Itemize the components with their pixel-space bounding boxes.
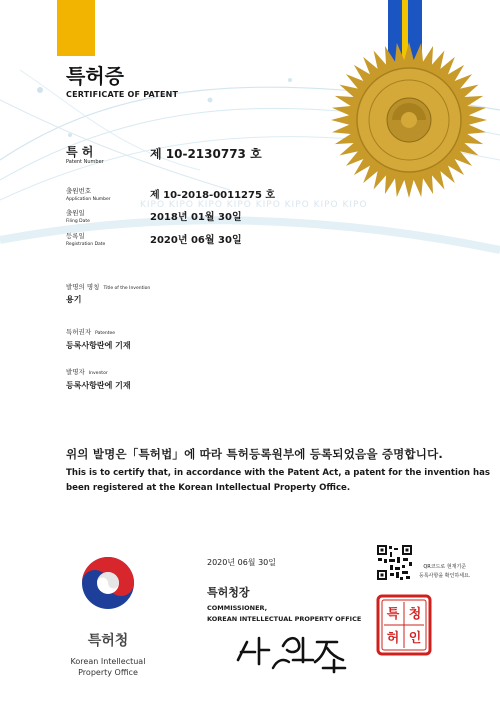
filing-date-value: 2018년 01월 30일 [150, 212, 242, 223]
commissioner-office-en: KOREAN INTELLECTUAL PROPERTY OFFICE [207, 615, 362, 623]
kipo-taeguk-icon [80, 555, 136, 611]
application-number-label-en: Application Number [66, 197, 111, 202]
patent-number-value: 제 10-2130773 호 [150, 147, 262, 161]
office-name: 특허청 [87, 633, 129, 649]
registration-date-label: 등록일 [66, 232, 85, 240]
commissioner-signature [233, 630, 353, 674]
svg-text:인: 인 [408, 631, 422, 646]
certificate-title: 특허증 [66, 64, 124, 88]
yellow-ribbon [57, 0, 95, 56]
patentee-label-en: Patentee [95, 331, 116, 336]
registration-date-value: 2020년 06월 30일 [150, 235, 242, 246]
patentee-label-ko: 특허권자 [66, 328, 92, 336]
certificate-title-en: CERTIFICATE OF PATENT [66, 90, 179, 99]
invention-title-label-en: Title of the Invention [103, 286, 151, 291]
svg-text:청: 청 [408, 607, 422, 622]
qr-instruction-line2: 등록사항을 확인하세요. [419, 573, 471, 579]
kipo-watermark: KIPO KIPO KIPO KIPO KIPO KIPO KIPO KIPO [140, 200, 368, 210]
inventor-value: 등록사항란에 기재 [66, 381, 131, 390]
issue-date: 2020년 06월 30일 [207, 558, 276, 567]
patentee-value: 등록사항란에 기재 [66, 341, 131, 350]
patent-number-label-en: Patent Number [66, 159, 104, 165]
qr-instruction-line1: QR코드로 현재기준 [423, 564, 467, 570]
application-number-value: 제 10-2018-0011275 호 [150, 190, 276, 201]
inventor-label-en: Inventor [88, 371, 108, 376]
commissioner-role-en: COMMISSIONER, [207, 604, 268, 612]
office-name-en: Korean Intellectual Property Office [70, 657, 146, 677]
qr-code-icon [376, 544, 413, 581]
stamp-seal-icon [376, 594, 432, 656]
svg-text:특: 특 [386, 607, 400, 622]
commissioner-title: 특허청장 [207, 586, 250, 599]
patent-number-label: 특 허 [66, 145, 94, 159]
inventor-label-ko: 발명자 [66, 368, 85, 376]
invention-title-label [66, 282, 150, 291]
commissioner-title-en [207, 603, 361, 625]
qr-instruction [419, 563, 470, 581]
gold-seal-icon [329, 40, 489, 200]
application-number-label: 출원번호 [66, 187, 92, 195]
invention-title-value: 용기 [66, 295, 82, 304]
svg-text:허: 허 [386, 631, 400, 646]
inventor-label [66, 367, 108, 376]
filing-date-label-en: Filing Date [66, 219, 90, 224]
registration-date-label-en: Registration Date [66, 242, 106, 247]
official-stamp [376, 594, 432, 656]
patentee-label [66, 327, 115, 336]
filing-date-label: 출원일 [66, 209, 85, 217]
invention-title-label-ko: 발명의 명칭 [66, 283, 100, 291]
certification-statement-ko: 위의 발명은「특허법」에 따라 특허등록원부에 등록되었음을 증명합니다. [66, 447, 443, 461]
certification-statement-en: This is to certify that, in accordance with the Patent Act, a patent for the invention has been registered at the Korean Intellectual Property Office. [66, 468, 491, 493]
